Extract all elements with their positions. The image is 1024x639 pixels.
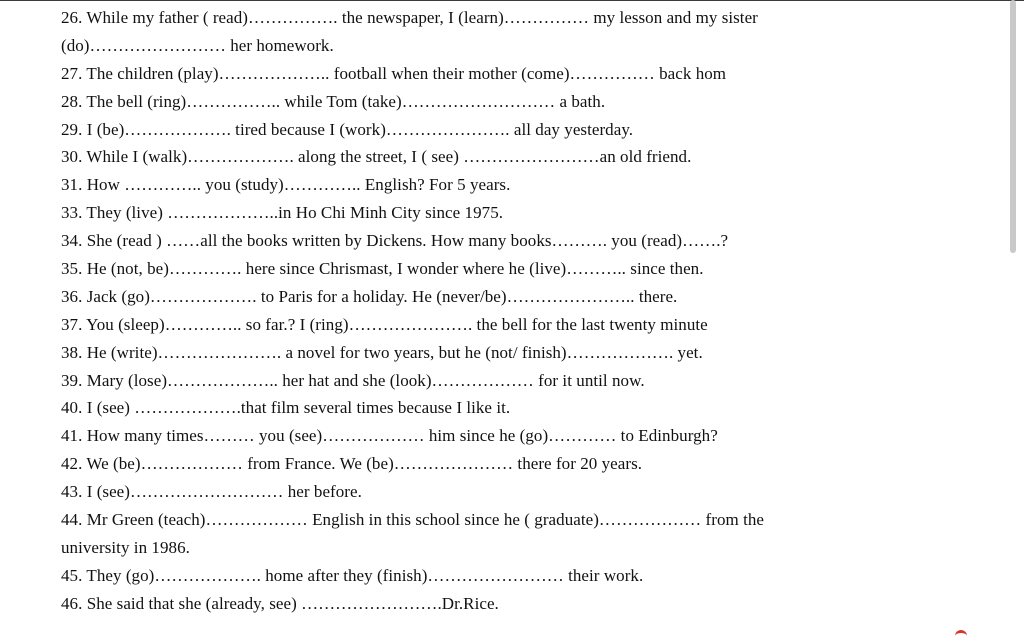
exercise-line-37: 37. You (sleep)………….. so far.? I (ring)…………………. the bell for the last twenty minute bbox=[61, 314, 708, 334]
exercise-line-27: 27. The children (play)……………….. football when their mother (come)…………… back hom bbox=[61, 63, 727, 83]
exercise-line-35: 35. He (not, be)…………. here since Chrismast, I wonder where he (live)……….. since then. bbox=[61, 259, 704, 279]
exercise-line-39: 39. Mary (lose)……………….. her hat and she (look)……………… for it until now. bbox=[61, 370, 645, 390]
exercise-line-44b: university in 1986. bbox=[61, 537, 190, 557]
exercise-line-38: 38. He (write)…………………. a novel for two years, but he (not/ finish)………………. yet. bbox=[61, 342, 703, 362]
exercise-line-28: 28. The bell (ring)…………….. while Tom (take)……………………… a bath. bbox=[61, 91, 606, 111]
exercise-line-34: 34. She (read ) ……all the books written by Dickens. How many books………. you (read)…….? bbox=[61, 231, 729, 251]
exercise-line-30: 30. While I (walk)………………. along the street, I ( see) ……………………an old friend. bbox=[61, 147, 692, 167]
exercise-line-44a: 44. Mr Green (teach)……………… English in this school since he ( graduate)……………… from the bbox=[61, 510, 764, 530]
exercise-line-42: 42. We (be)……………… from France. We (be)………………… there for 20 years. bbox=[61, 454, 643, 474]
exercise-line-29: 29. I (be)………………. tired because I (work)…………………. all day yesterday. bbox=[61, 119, 634, 139]
exercise-line-41: 41. How many times……… you (see)……………… him since he (go)………… to Edinburgh? bbox=[61, 426, 718, 446]
exercise-line-43: 43. I (see)……………………… her before. bbox=[61, 482, 362, 502]
red-arc-mark bbox=[955, 630, 967, 639]
exercise-line-46: 46. She said that she (already, see) …………………….Dr.Rice. bbox=[61, 593, 499, 613]
exercise-line-33: 33. They (live) ………………..in Ho Chi Minh City since 1975. bbox=[61, 203, 504, 223]
scrollbar-thumb[interactable] bbox=[1010, 0, 1016, 253]
exercise-document bbox=[61, 4, 941, 618]
top-border-line bbox=[0, 0, 1024, 1]
exercise-line-36: 36. Jack (go)………………. to Paris for a holiday. He (never/be)………………….. there. bbox=[61, 286, 678, 306]
exercise-line-40: 40. I (see) ……………….that film several times because I like it. bbox=[61, 398, 511, 418]
exercise-line-45: 45. They (go)………………. home after they (finish)…………………… their work. bbox=[61, 565, 644, 585]
exercise-line-26a: 26. While my father ( read)……………. the newspaper, I (learn)…………… my lesson and my sister bbox=[61, 8, 758, 27]
exercise-line-31: 31. How ………….. you (study)………….. English? For 5 years. bbox=[61, 175, 511, 195]
vertical-scrollbar[interactable] bbox=[1008, 0, 1018, 637]
exercise-line-26b: (do)…………………… her homework. bbox=[61, 35, 334, 55]
